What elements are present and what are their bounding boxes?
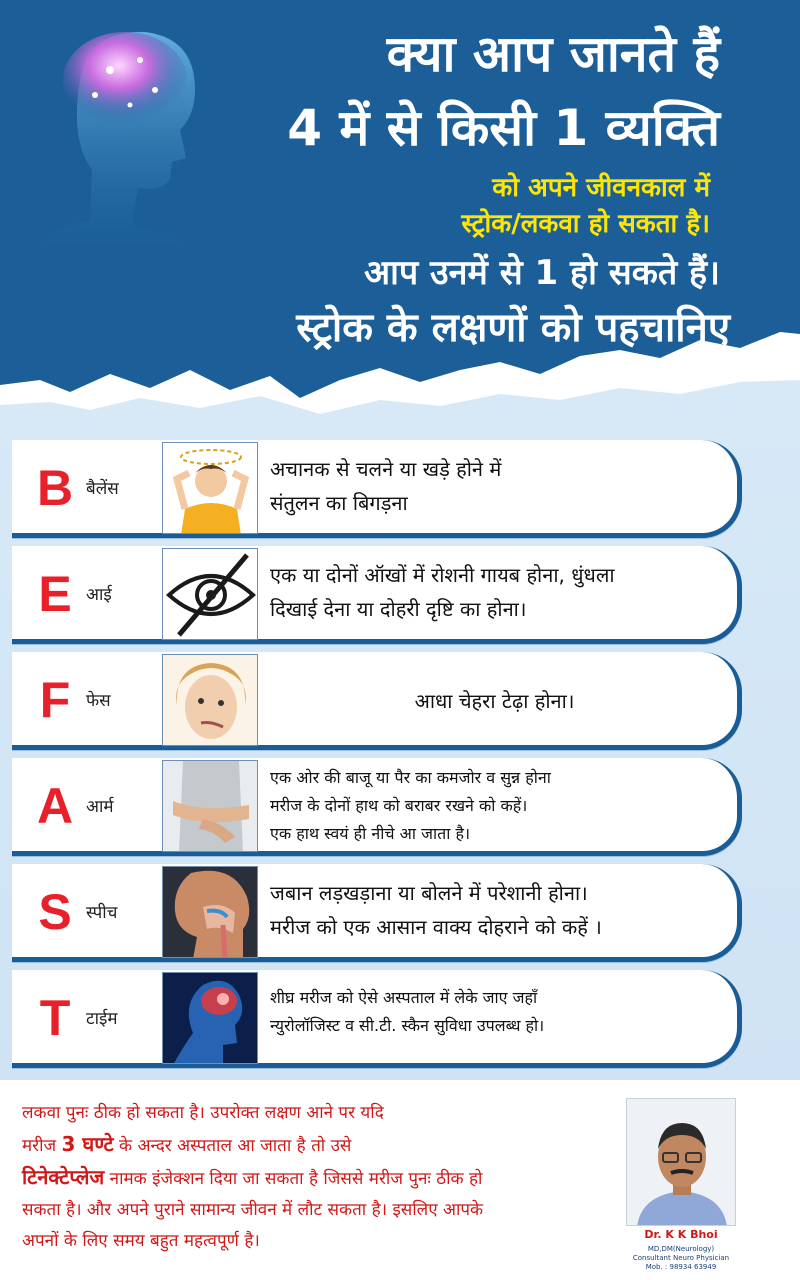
- headline-line-2: 4 में से किसी 1 व्यक्ति: [287, 99, 720, 157]
- description-line: मरीज के दोनों हाथ को बराबर रखने को कहें।: [270, 796, 528, 815]
- note-line: लकवा पुनः ठीक हो सकता है। उपरोक्त लक्षण आने पर यदि: [22, 1103, 384, 1123]
- note-text: मरीज: [22, 1136, 62, 1156]
- description-line: जबान लड़खड़ाना या बोलने में परेशानी होना।: [270, 881, 588, 905]
- weak-arm-icon: [162, 760, 258, 852]
- description-line: आधा चेहरा टेढ़ा होना।: [414, 689, 575, 713]
- symptom-description: [270, 764, 719, 848]
- description-line: एक हाथ स्वयं ही नीचे आ जाता है।: [270, 824, 471, 843]
- time-window-highlight: 3 घण्टे: [61, 1132, 114, 1156]
- dizzy-person-icon: [162, 442, 258, 534]
- torn-paper-divider: [0, 310, 800, 450]
- symptom-description: [270, 558, 719, 626]
- symptom-word: आई: [86, 585, 112, 605]
- symptom-row-balance: [12, 440, 742, 538]
- symptom-word: स्पीच: [86, 903, 118, 923]
- symptom-row-arm: [12, 758, 742, 856]
- description-line: अचानक से चलने या खड़े होने में: [270, 457, 502, 481]
- description-line: संतुलन का बिगड़ना: [270, 491, 408, 515]
- symptom-row-face: [12, 652, 742, 750]
- description-line: एक ओर की बाजू या पैर का कमजोर व सुन्न होना: [270, 768, 551, 787]
- symptom-letter: A: [36, 778, 74, 834]
- doctor-name: Dr. K K Bhoi: [644, 1228, 718, 1241]
- symptom-letter: B: [36, 460, 74, 516]
- description-line: शीघ्र मरीज को ऐसे अस्पताल में लेके जाए जहाँ: [270, 988, 538, 1007]
- symptom-letter: T: [39, 990, 71, 1046]
- description-line: न्युरोलॉजिस्ट व सी.टी. स्कैन सुविधा उपलब्ध हो।: [270, 1016, 545, 1035]
- symptom-row-time: [12, 970, 742, 1068]
- symptom-description: [270, 684, 719, 718]
- subheadline-line-1: को अपने जीवनकाल में: [492, 173, 710, 203]
- note-text: नामक इंजेक्शन दिया जा सकता है जिससे मरीज पुनः ठीक हो: [104, 1169, 483, 1189]
- symptom-word: आर्म: [86, 797, 114, 817]
- doctor-photo: [626, 1098, 736, 1226]
- drug-name-highlight: टिनेक्टेप्लेज: [22, 1165, 105, 1189]
- headline-line-1: क्या आप जानते हैं: [386, 25, 720, 83]
- symptom-word: बैलेंस: [86, 479, 119, 499]
- symptom-description: [270, 876, 719, 944]
- note-line: [22, 1162, 602, 1195]
- brain-body-icon: [162, 972, 258, 1064]
- symptom-row-speech: [12, 864, 742, 962]
- note-line: अपनों के लिए समय बहुत महत्वपूर्ण है।: [22, 1231, 260, 1251]
- doctor-phone: Mob. : 98934 63949: [645, 1263, 717, 1271]
- description-line: एक या दोनों ऑखों में रोशनी गायब होना, धुंधला: [270, 563, 615, 587]
- symptom-description: [270, 984, 719, 1040]
- note-text: के अन्दर अस्पताल आ जाता है तो उसे: [113, 1136, 352, 1156]
- doctor-title: Consultant Neuro Physician: [632, 1254, 730, 1262]
- treatment-note: [22, 1098, 602, 1257]
- description-line: दिखाई देना या दोहरी दृष्टि का होना।: [270, 597, 527, 621]
- subheadline-line-2: स्ट्रोक/लकवा हो सकता है।: [461, 209, 710, 239]
- symptom-word: टाईम: [86, 1009, 118, 1029]
- symptom-word: फेस: [86, 691, 111, 711]
- description-line: मरीज को एक आसान वाक्य दोहराने को कहें ।: [270, 915, 602, 939]
- symptom-letter: E: [38, 566, 72, 622]
- footer-section: [0, 1080, 800, 1280]
- drooping-face-icon: [162, 654, 258, 746]
- headline-line-4: स्ट्रोक के लक्षणों को पहचानिए: [296, 305, 730, 351]
- symptom-letter: S: [38, 884, 72, 940]
- crossed-eye-icon: [162, 548, 258, 640]
- doctor-degree: MD,DM(Neurology): [647, 1245, 715, 1253]
- note-line: [22, 1129, 602, 1162]
- brain-head-icon: [20, 20, 220, 250]
- note-line: सकता है। और अपने पुराने सामान्य जीवन में लौट सकता है। इसलिए आपके: [22, 1200, 484, 1220]
- symptom-description: [270, 452, 719, 520]
- symptom-row-eye: [12, 546, 742, 644]
- symptom-letter: F: [39, 672, 71, 728]
- headline-line-3: आप उनमें से 1 हो सकते हैं।: [364, 253, 720, 293]
- speech-anatomy-icon: [162, 866, 258, 958]
